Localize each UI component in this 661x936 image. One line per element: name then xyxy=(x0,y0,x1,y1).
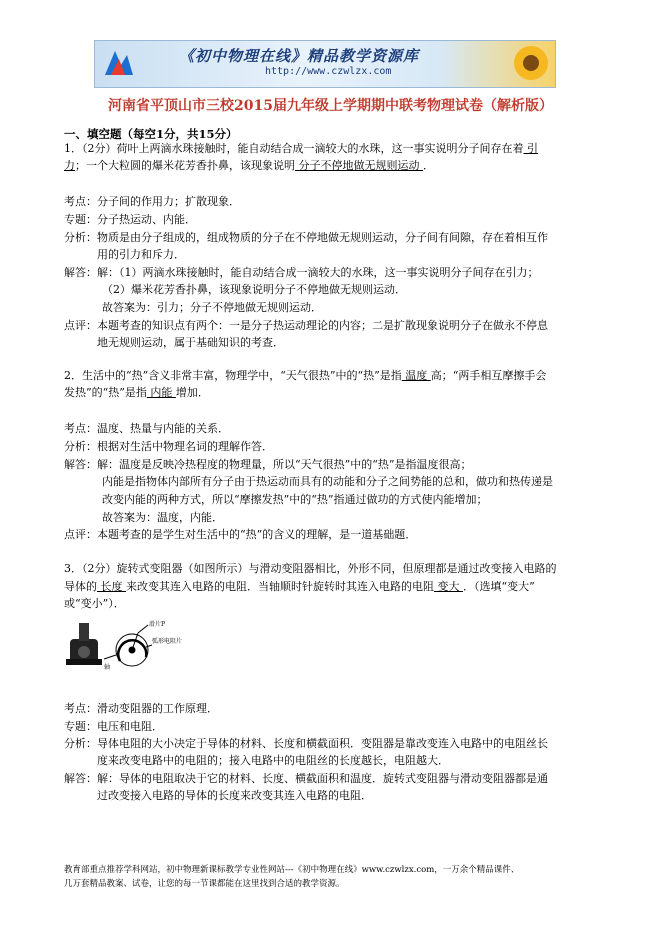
q1-jieda-cont1: （2）爆米花芳香扑鼻，该现象说明分子不停地做无规则运动． xyxy=(102,283,406,296)
q2-jieda-cont3: 故答案为：温度，内能． xyxy=(102,511,223,524)
q2-jieda: 解答：解：温度是反映冷热程度的物理量，所以“天气很热”中的“热”是指温度很高； xyxy=(64,458,472,471)
site-logo-icon xyxy=(101,45,137,81)
q1-line2: 力；一个大粒圆的爆米花芳香扑鼻，该现象说明 分子不停地做无规则运动 ． xyxy=(64,159,434,172)
q1-zhuanti: 专题：分子热运动、内能． xyxy=(64,213,196,226)
q2-jieda-cont1: 内能是指物体内部所有分子由于热运动而具有的动能和分子之间势能的总和，做功和热传递是 xyxy=(102,475,553,488)
q3-kaodian: 考点：滑动变阻器的工作原理． xyxy=(64,702,218,715)
q2-answer-2: 内能 xyxy=(146,386,176,399)
rheostat-photo xyxy=(66,623,102,665)
q3-zhuanti: 专题：电压和电阻． xyxy=(64,720,163,733)
q1-line1: 1．（2分）荷叶上两滴水珠接触时，能自动结合成一滴较大的水珠，这一事实说明分子间存在着 引 xyxy=(64,142,538,155)
footer-line-2: 几万套精品教案、试卷，让您的每一节课都能在这里找到合适的教学资源。 xyxy=(64,879,345,889)
q1-answer-1a: 引 xyxy=(523,142,538,155)
header-banner xyxy=(94,40,556,88)
q1-dianping: 点评：本题考查的知识点有两个：一是分子热运动理论的内容；二是扩散现象说明分子在做永不停息 xyxy=(64,319,548,332)
label-slider-p: 滑片P xyxy=(149,621,166,628)
label-axis: 轴 xyxy=(104,664,111,671)
rotary-rheostat-figure xyxy=(64,617,183,677)
page-title: 河南省平顶山市三校2015届九年级上学期期中联考物理试卷（解析版） xyxy=(108,98,553,114)
banner-url: http://www.czwlzx.com xyxy=(265,66,392,77)
q1-kaodian: 考点：分子间的作用力；扩散现象． xyxy=(64,195,240,208)
q2-fenxi: 分析：根据对生活中物理名词的理解作答． xyxy=(64,440,273,453)
q3-line3: 或“变小”）． xyxy=(64,597,125,610)
rheostat-diagram xyxy=(104,625,152,666)
q3-answer-1: 长度 xyxy=(97,580,126,593)
q2-kaodian: 考点：温度、热量与内能的关系． xyxy=(64,422,229,435)
q3-fenxi: 分析：导体电阻的大小决定于导体的材料、长度和横截面积．变阻器是靠改变连入电路中的电阻丝长 xyxy=(64,737,548,750)
page-footer xyxy=(64,863,519,891)
q3-jieda: 解答：解：导体的电阻取决于它的材料、长度、横截面积和温度．旋转式变阻器与滑动变阻器都是通 xyxy=(64,772,548,785)
q2-jieda-cont2: 改变内能的两种方式，所以“摩擦发热”中的“热”指通过做功的方式使内能增加； xyxy=(102,493,488,506)
q1-fenxi-cont: 用的引力和斥力． xyxy=(97,248,185,261)
q2-answer-1: 温度 xyxy=(401,369,431,382)
q2-line2: 发热”的“热”是指 内能 增加． xyxy=(64,386,209,399)
q3-line2: 导体的 长度 来改变其连入电路的电阻．当轴顺时针旋转时其连入电路的电阻 变大 ．（选填“变大” xyxy=(64,580,535,593)
q3-answer-2: 变大 xyxy=(434,580,463,593)
q3-jieda-cont: 过改变接入电路的导体的长度来改变其连入电路的电阻． xyxy=(97,789,372,802)
q2-dianping: 点评：本题考查的是学生对生活中的“热”的含义的理解，是一道基础题． xyxy=(64,528,417,541)
label-arc-resistor: 弧形电阻片 xyxy=(152,638,183,645)
q1-answer-2: 分子不停地做无规则运动 xyxy=(295,159,423,172)
q1-answer-1b: 力 xyxy=(64,159,75,172)
q2-line1: 2．生活中的“热”含义非常丰富，物理学中，“天气很热”中的“热”是指 温度 高；“两手相互摩擦手会 xyxy=(64,369,547,382)
q1-fenxi: 分析：物质是由分子组成的，组成物质的分子在不停地做无规则运动，分子间有间隙，存在着相互作 xyxy=(64,231,548,244)
q1-jieda: 解答：解：（1）两滴水珠接触时，能自动结合成一滴较大的水珠，这一事实说明分子间存在引力； xyxy=(64,266,539,279)
q1-jieda-cont2: 故答案为：引力；分子不停地做无规则运动． xyxy=(102,301,322,314)
footer-line-1: 教育部重点推荐学科网站，初中物理新课标教学专业性网站---《初中物理在线》www.czwlzx.com，一万余个精品课件、 xyxy=(64,865,520,875)
banner-title: 《初中物理在线》精品教学资源库 xyxy=(179,47,420,65)
q3-fenxi-cont: 度来改变电路中的电阻的；接入电路中的电阻丝的长度越长，电阻越大． xyxy=(97,754,449,767)
q1-dianping-cont: 地无规则运动，属于基础知识的考查． xyxy=(97,336,284,349)
sunflower-icon xyxy=(511,43,551,83)
section-heading: 一、填空题（每空1分，共15分） xyxy=(64,127,238,141)
q3-line1: 3．（2分）旋转式变阻器（如图所示）与滑动变阻器相比，外形不同，但原理都是通过改变接入电路的 xyxy=(64,562,557,575)
